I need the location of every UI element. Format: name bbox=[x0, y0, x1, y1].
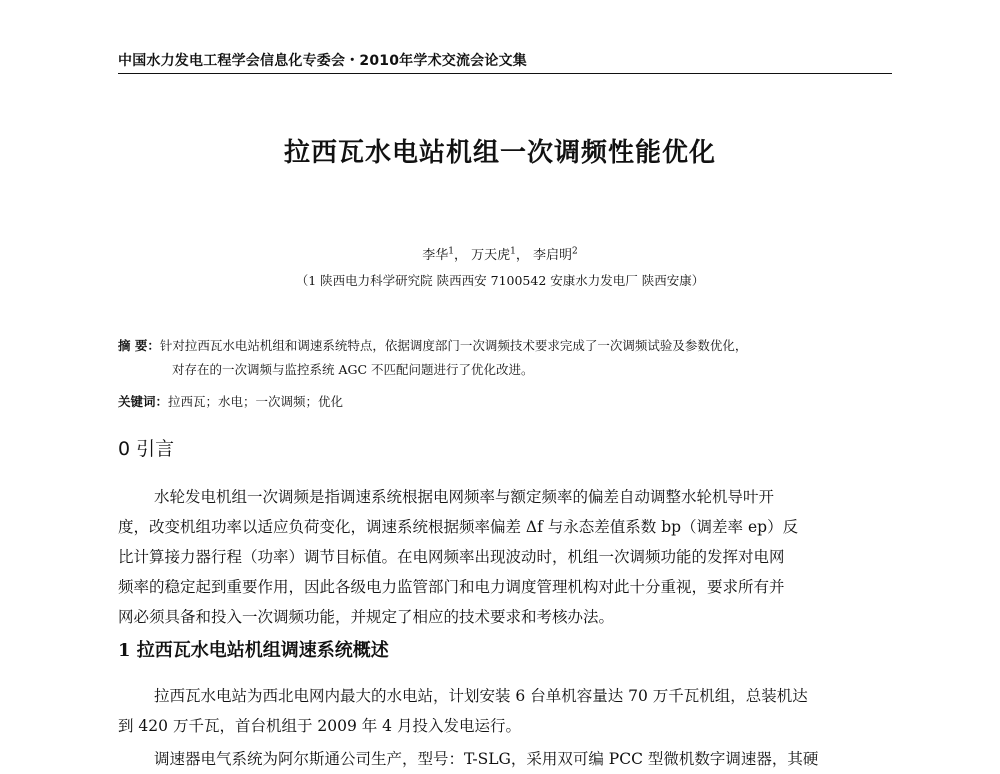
abstract bbox=[118, 334, 898, 382]
section1-paragraph-2 bbox=[118, 744, 898, 774]
abstract-text: 针对拉西瓦水电站机组和调速系统特点，依据调度部门一次调频技术要求完成了一次调频试验及参数优化， bbox=[159, 338, 748, 353]
author-name: 李华 bbox=[422, 248, 449, 263]
paragraph-line: 频率的稳定起到重要作用，因此各级电力监管部门和电力调度管理机构对此十分重视，要求所有并 bbox=[118, 578, 785, 596]
abstract-label: 摘 要： bbox=[118, 338, 160, 353]
author-name: 李启明 bbox=[533, 248, 573, 263]
paragraph-line-cut: 调速器电气系统为阿尔斯通公司生产，型号：T-SLG，采用双可编 PCC 型微机数字调速器，其硬 bbox=[154, 750, 819, 768]
author-list bbox=[0, 244, 1000, 263]
section0-paragraph bbox=[118, 482, 898, 632]
paragraph-line: 水轮发电机组一次调频是指调速系统根据电网频率与额定频率的偏差自动调整水轮机导叶开 bbox=[154, 488, 775, 506]
author-affil-mark: 1 bbox=[510, 246, 516, 257]
keywords-label: 关键词： bbox=[118, 394, 169, 409]
header-rule bbox=[118, 73, 892, 74]
paper-title: 拉西瓦水电站机组一次调频性能优化 bbox=[283, 138, 716, 168]
paragraph-line: 到 420 万千瓦，首台机组于 2009 年 4 月投入发电运行。 bbox=[118, 717, 521, 735]
paragraph-line: 网必须具备和投入一次调频功能，并规定了相应的技术要求和考核办法。 bbox=[118, 608, 615, 626]
paragraph-line: 比计算接力器行程（功率）调节目标值。在电网频率出现波动时，机组一次调频功能的发挥对电网 bbox=[118, 548, 785, 566]
author-separator: ， bbox=[453, 248, 467, 263]
abstract-line bbox=[118, 334, 898, 358]
keywords bbox=[118, 392, 343, 410]
paragraph-line: 拉西瓦水电站为西北电网内最大的水电站，计划安装 6 台单机容量达 70 万千瓦机组，总装机达 bbox=[154, 687, 808, 705]
running-header: 中国水力发电工程学会信息化专委会・2010年学术交流会论文集 bbox=[118, 53, 527, 69]
paragraph-line: 度，改变机组功率以适应负荷变化，调速系统根据频率偏差 Δf 与永态差值系数 bp（调差率 ep）反 bbox=[118, 518, 799, 536]
section1-paragraph-1 bbox=[118, 681, 898, 741]
abstract-line: 对存在的一次调频与监控系统 AGC 不匹配问题进行了优化改进。 bbox=[172, 362, 534, 377]
section-heading-0: 0 引言 bbox=[118, 438, 175, 460]
section-heading-1: 1 拉西瓦水电站机组调速系统概述 bbox=[118, 640, 389, 661]
keywords-text: 拉西瓦；水电；一次调频；优化 bbox=[168, 394, 344, 409]
author-separator: ， bbox=[515, 248, 529, 263]
author-affil-mark: 2 bbox=[572, 246, 578, 257]
author-name: 万天虎 bbox=[471, 248, 511, 263]
affiliation: （1 陕西电力科学研究院 陕西西安 7100542 安康水力发电厂 陕西安康） bbox=[295, 273, 705, 288]
author-affil-mark: 1 bbox=[448, 246, 454, 257]
